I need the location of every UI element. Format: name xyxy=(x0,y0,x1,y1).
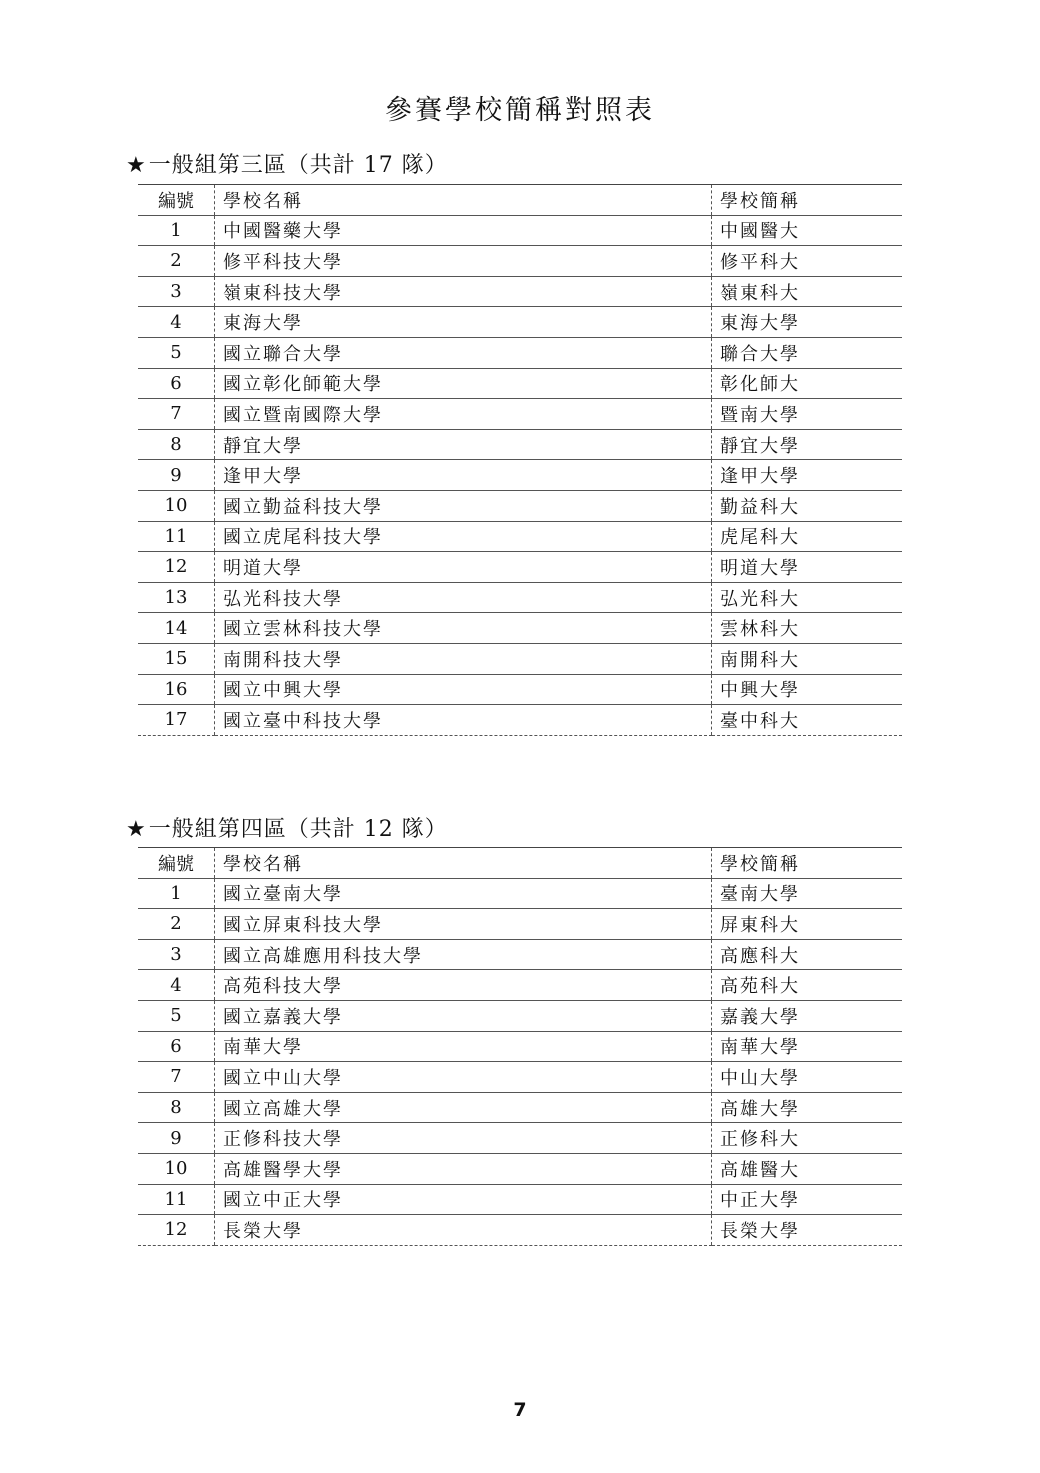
cell-number: 2 xyxy=(138,246,215,277)
header-school-name: 學校名稱 xyxy=(215,185,712,216)
cell-number: 12 xyxy=(138,552,215,583)
cell-school-abbreviation: 高苑科大 xyxy=(712,970,903,1001)
table-row xyxy=(138,552,902,583)
cell-number: 14 xyxy=(138,613,215,644)
cell-number: 16 xyxy=(138,674,215,705)
cell-school-name: 靜宜大學 xyxy=(215,429,712,460)
cell-number: 10 xyxy=(138,1153,215,1184)
cell-school-name: 國立臺南大學 xyxy=(215,878,712,909)
header-number: 編號 xyxy=(138,848,215,879)
table-row xyxy=(138,246,902,277)
cell-number: 1 xyxy=(138,878,215,909)
cell-school-name: 國立聯合大學 xyxy=(215,337,712,368)
section-heading-zone-4 xyxy=(126,812,448,843)
table-row xyxy=(138,460,902,491)
cell-school-name: 長榮大學 xyxy=(215,1215,712,1246)
cell-school-abbreviation: 弘光科大 xyxy=(712,582,903,613)
table-row xyxy=(138,307,902,338)
cell-school-abbreviation: 高雄醫大 xyxy=(712,1153,903,1184)
table-header-row xyxy=(138,185,902,216)
star-icon: ★ xyxy=(126,817,147,842)
section-heading-text: 一般組第三區（共計 17 隊） xyxy=(148,153,448,178)
cell-number: 9 xyxy=(138,460,215,491)
table-row xyxy=(138,1000,902,1031)
section-heading-zone-3 xyxy=(126,148,448,179)
cell-school-name: 國立虎尾科技大學 xyxy=(215,521,712,552)
cell-school-name: 正修科技大學 xyxy=(215,1123,712,1154)
cell-number: 5 xyxy=(138,337,215,368)
cell-number: 4 xyxy=(138,970,215,1001)
cell-school-abbreviation: 中山大學 xyxy=(712,1062,903,1093)
cell-school-abbreviation: 明道大學 xyxy=(712,552,903,583)
cell-school-abbreviation: 彰化師大 xyxy=(712,368,903,399)
cell-school-abbreviation: 逢甲大學 xyxy=(712,460,903,491)
cell-number: 3 xyxy=(138,939,215,970)
star-icon: ★ xyxy=(126,153,147,178)
cell-number: 11 xyxy=(138,521,215,552)
cell-school-abbreviation: 屏東科大 xyxy=(712,909,903,940)
table-row xyxy=(138,490,902,521)
cell-number: 13 xyxy=(138,582,215,613)
cell-school-name: 南華大學 xyxy=(215,1031,712,1062)
cell-number: 2 xyxy=(138,909,215,940)
cell-school-name: 逢甲大學 xyxy=(215,460,712,491)
cell-number: 8 xyxy=(138,1092,215,1123)
cell-number: 17 xyxy=(138,705,215,736)
cell-school-abbreviation: 中興大學 xyxy=(712,674,903,705)
table-row xyxy=(138,1184,902,1215)
table-row xyxy=(138,1153,902,1184)
header-school-name: 學校名稱 xyxy=(215,848,712,879)
cell-school-name: 嶺東科技大學 xyxy=(215,276,712,307)
cell-school-abbreviation: 臺南大學 xyxy=(712,878,903,909)
cell-number: 5 xyxy=(138,1000,215,1031)
table-row xyxy=(138,878,902,909)
header-school-abbreviation: 學校簡稱 xyxy=(712,185,903,216)
table-row xyxy=(138,368,902,399)
cell-school-name: 國立雲林科技大學 xyxy=(215,613,712,644)
cell-number: 11 xyxy=(138,1184,215,1215)
cell-school-abbreviation: 中正大學 xyxy=(712,1184,903,1215)
cell-school-abbreviation: 雲林科大 xyxy=(712,613,903,644)
table-row xyxy=(138,337,902,368)
cell-number: 12 xyxy=(138,1215,215,1246)
cell-school-name: 國立暨南國際大學 xyxy=(215,399,712,430)
table-row xyxy=(138,399,902,430)
school-table-zone-3 xyxy=(138,184,902,736)
cell-school-abbreviation: 高應科大 xyxy=(712,939,903,970)
cell-school-name: 弘光科技大學 xyxy=(215,582,712,613)
cell-school-name: 高雄醫學大學 xyxy=(215,1153,712,1184)
table-header-row xyxy=(138,848,902,879)
cell-number: 9 xyxy=(138,1123,215,1154)
table-row xyxy=(138,970,902,1001)
cell-school-abbreviation: 東海大學 xyxy=(712,307,903,338)
cell-school-abbreviation: 嶺東科大 xyxy=(712,276,903,307)
cell-school-name: 修平科技大學 xyxy=(215,246,712,277)
cell-school-abbreviation: 高雄大學 xyxy=(712,1092,903,1123)
table-row xyxy=(138,705,902,736)
table-row xyxy=(138,521,902,552)
cell-school-abbreviation: 長榮大學 xyxy=(712,1215,903,1246)
cell-school-abbreviation: 聯合大學 xyxy=(712,337,903,368)
cell-school-abbreviation: 中國醫大 xyxy=(712,215,903,246)
page-number: 7 xyxy=(513,1399,527,1421)
cell-school-abbreviation: 臺中科大 xyxy=(712,705,903,736)
cell-school-abbreviation: 靜宜大學 xyxy=(712,429,903,460)
table-row xyxy=(138,674,902,705)
table-row xyxy=(138,1062,902,1093)
cell-school-name: 國立臺中科技大學 xyxy=(215,705,712,736)
page-title: 參賽學校簡稱對照表 xyxy=(385,95,655,126)
cell-number: 7 xyxy=(138,1062,215,1093)
section-heading-text: 一般組第四區（共計 12 隊） xyxy=(148,817,448,842)
cell-school-name: 國立嘉義大學 xyxy=(215,1000,712,1031)
cell-school-abbreviation: 嘉義大學 xyxy=(712,1000,903,1031)
cell-school-abbreviation: 暨南大學 xyxy=(712,399,903,430)
cell-school-name: 國立屏東科技大學 xyxy=(215,909,712,940)
table-row xyxy=(138,1092,902,1123)
cell-number: 1 xyxy=(138,215,215,246)
cell-number: 6 xyxy=(138,1031,215,1062)
school-table-zone-4 xyxy=(138,847,902,1246)
cell-school-name: 明道大學 xyxy=(215,552,712,583)
table-row xyxy=(138,643,902,674)
cell-school-abbreviation: 虎尾科大 xyxy=(712,521,903,552)
table-row xyxy=(138,939,902,970)
header-number: 編號 xyxy=(138,185,215,216)
cell-school-abbreviation: 南華大學 xyxy=(712,1031,903,1062)
cell-number: 4 xyxy=(138,307,215,338)
cell-school-name: 國立中興大學 xyxy=(215,674,712,705)
cell-number: 3 xyxy=(138,276,215,307)
table-row xyxy=(138,909,902,940)
cell-school-abbreviation: 修平科大 xyxy=(712,246,903,277)
cell-number: 8 xyxy=(138,429,215,460)
header-school-abbreviation: 學校簡稱 xyxy=(712,848,903,879)
cell-school-name: 南開科技大學 xyxy=(215,643,712,674)
cell-school-name: 國立中山大學 xyxy=(215,1062,712,1093)
cell-school-name: 東海大學 xyxy=(215,307,712,338)
cell-school-name: 中國醫藥大學 xyxy=(215,215,712,246)
cell-number: 10 xyxy=(138,490,215,521)
cell-school-abbreviation: 勤益科大 xyxy=(712,490,903,521)
cell-school-name: 國立高雄大學 xyxy=(215,1092,712,1123)
cell-school-name: 國立彰化師範大學 xyxy=(215,368,712,399)
cell-school-abbreviation: 正修科大 xyxy=(712,1123,903,1154)
cell-school-name: 高苑科技大學 xyxy=(215,970,712,1001)
table-row xyxy=(138,1215,902,1246)
table-row xyxy=(138,276,902,307)
table-row xyxy=(138,613,902,644)
cell-school-abbreviation: 南開科大 xyxy=(712,643,903,674)
cell-number: 15 xyxy=(138,643,215,674)
cell-school-name: 國立高雄應用科技大學 xyxy=(215,939,712,970)
table-row xyxy=(138,429,902,460)
table-row xyxy=(138,582,902,613)
table-row xyxy=(138,1031,902,1062)
table-row xyxy=(138,1123,902,1154)
cell-number: 6 xyxy=(138,368,215,399)
cell-school-name: 國立勤益科技大學 xyxy=(215,490,712,521)
table-row xyxy=(138,215,902,246)
cell-school-name: 國立中正大學 xyxy=(215,1184,712,1215)
cell-number: 7 xyxy=(138,399,215,430)
